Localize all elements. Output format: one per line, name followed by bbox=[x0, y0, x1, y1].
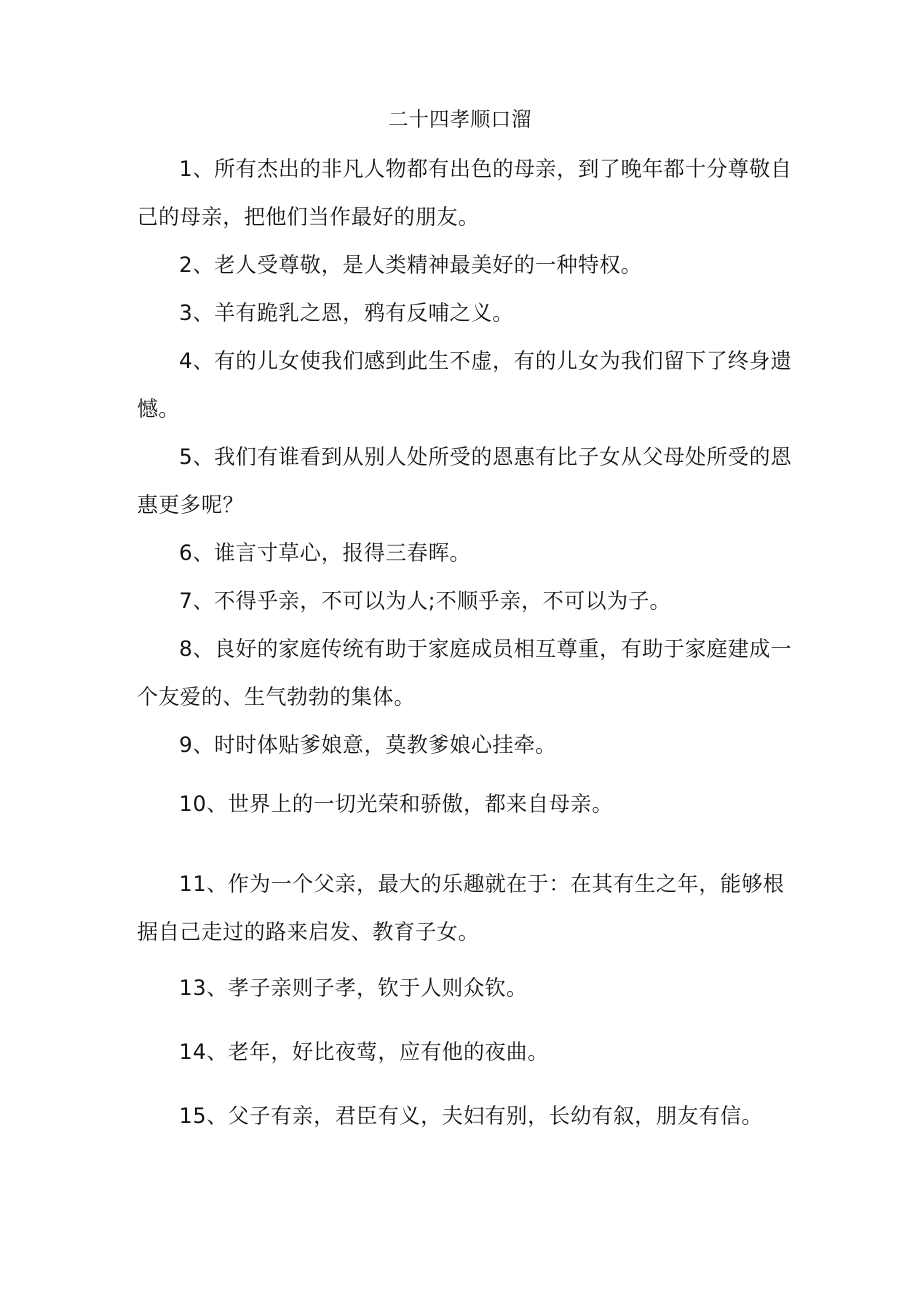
document-title: 二十四孝顺口溜 bbox=[388, 107, 532, 131]
paragraph-10: 10、世界上的一切光荣和骄傲，都来自母亲。 bbox=[179, 792, 614, 816]
paragraph-4: 4、有的儿女使我们感到此生不虚，有的儿女为我们留下了终身遗憾。 bbox=[137, 349, 792, 421]
paragraph-13: 13、孝子亲则子孝，钦于人则众钦。 bbox=[179, 976, 528, 1000]
paragraph-11: 11、作为一个父亲，最大的乐趣就在于：在其有生之年，能够根据自己走过的路来启发、教育子女。 bbox=[137, 872, 785, 944]
paragraph-14: 14、老年，好比夜莺，应有他的夜曲。 bbox=[179, 1040, 549, 1064]
paragraph-5: 5、我们有谁看到从别人处所受的恩惠有比子女从父母处所受的恩惠更多呢？ bbox=[137, 445, 792, 517]
paragraph-15: 15、父子有亲，君臣有义，夫妇有别，长幼有叙，朋友有信。 bbox=[179, 1104, 763, 1128]
paragraph-1: 1、所有杰出的非凡人物都有出色的母亲，到了晚年都十分尊敬自己的母亲，把他们当作最好的朋友。 bbox=[137, 157, 792, 229]
paragraph-3: 3、羊有跪乳之恩，鸦有反哺之义。 bbox=[179, 301, 514, 325]
paragraph-2: 2、老人受尊敬，是人类精神最美好的一种特权。 bbox=[179, 253, 643, 277]
paragraph-6: 6、谁言寸草心，报得三春晖。 bbox=[179, 541, 471, 565]
paragraph-7: 7、不得乎亲，不可以为人;不顺乎亲，不可以为子。 bbox=[179, 589, 672, 613]
paragraph-9: 9、时时体贴爹娘意，莫教爹娘心挂牵。 bbox=[179, 733, 557, 757]
paragraph-8: 8、良好的家庭传统有助于家庭成员相互尊重，有助于家庭建成一个友爱的、生气勃勃的集体。 bbox=[137, 637, 792, 709]
